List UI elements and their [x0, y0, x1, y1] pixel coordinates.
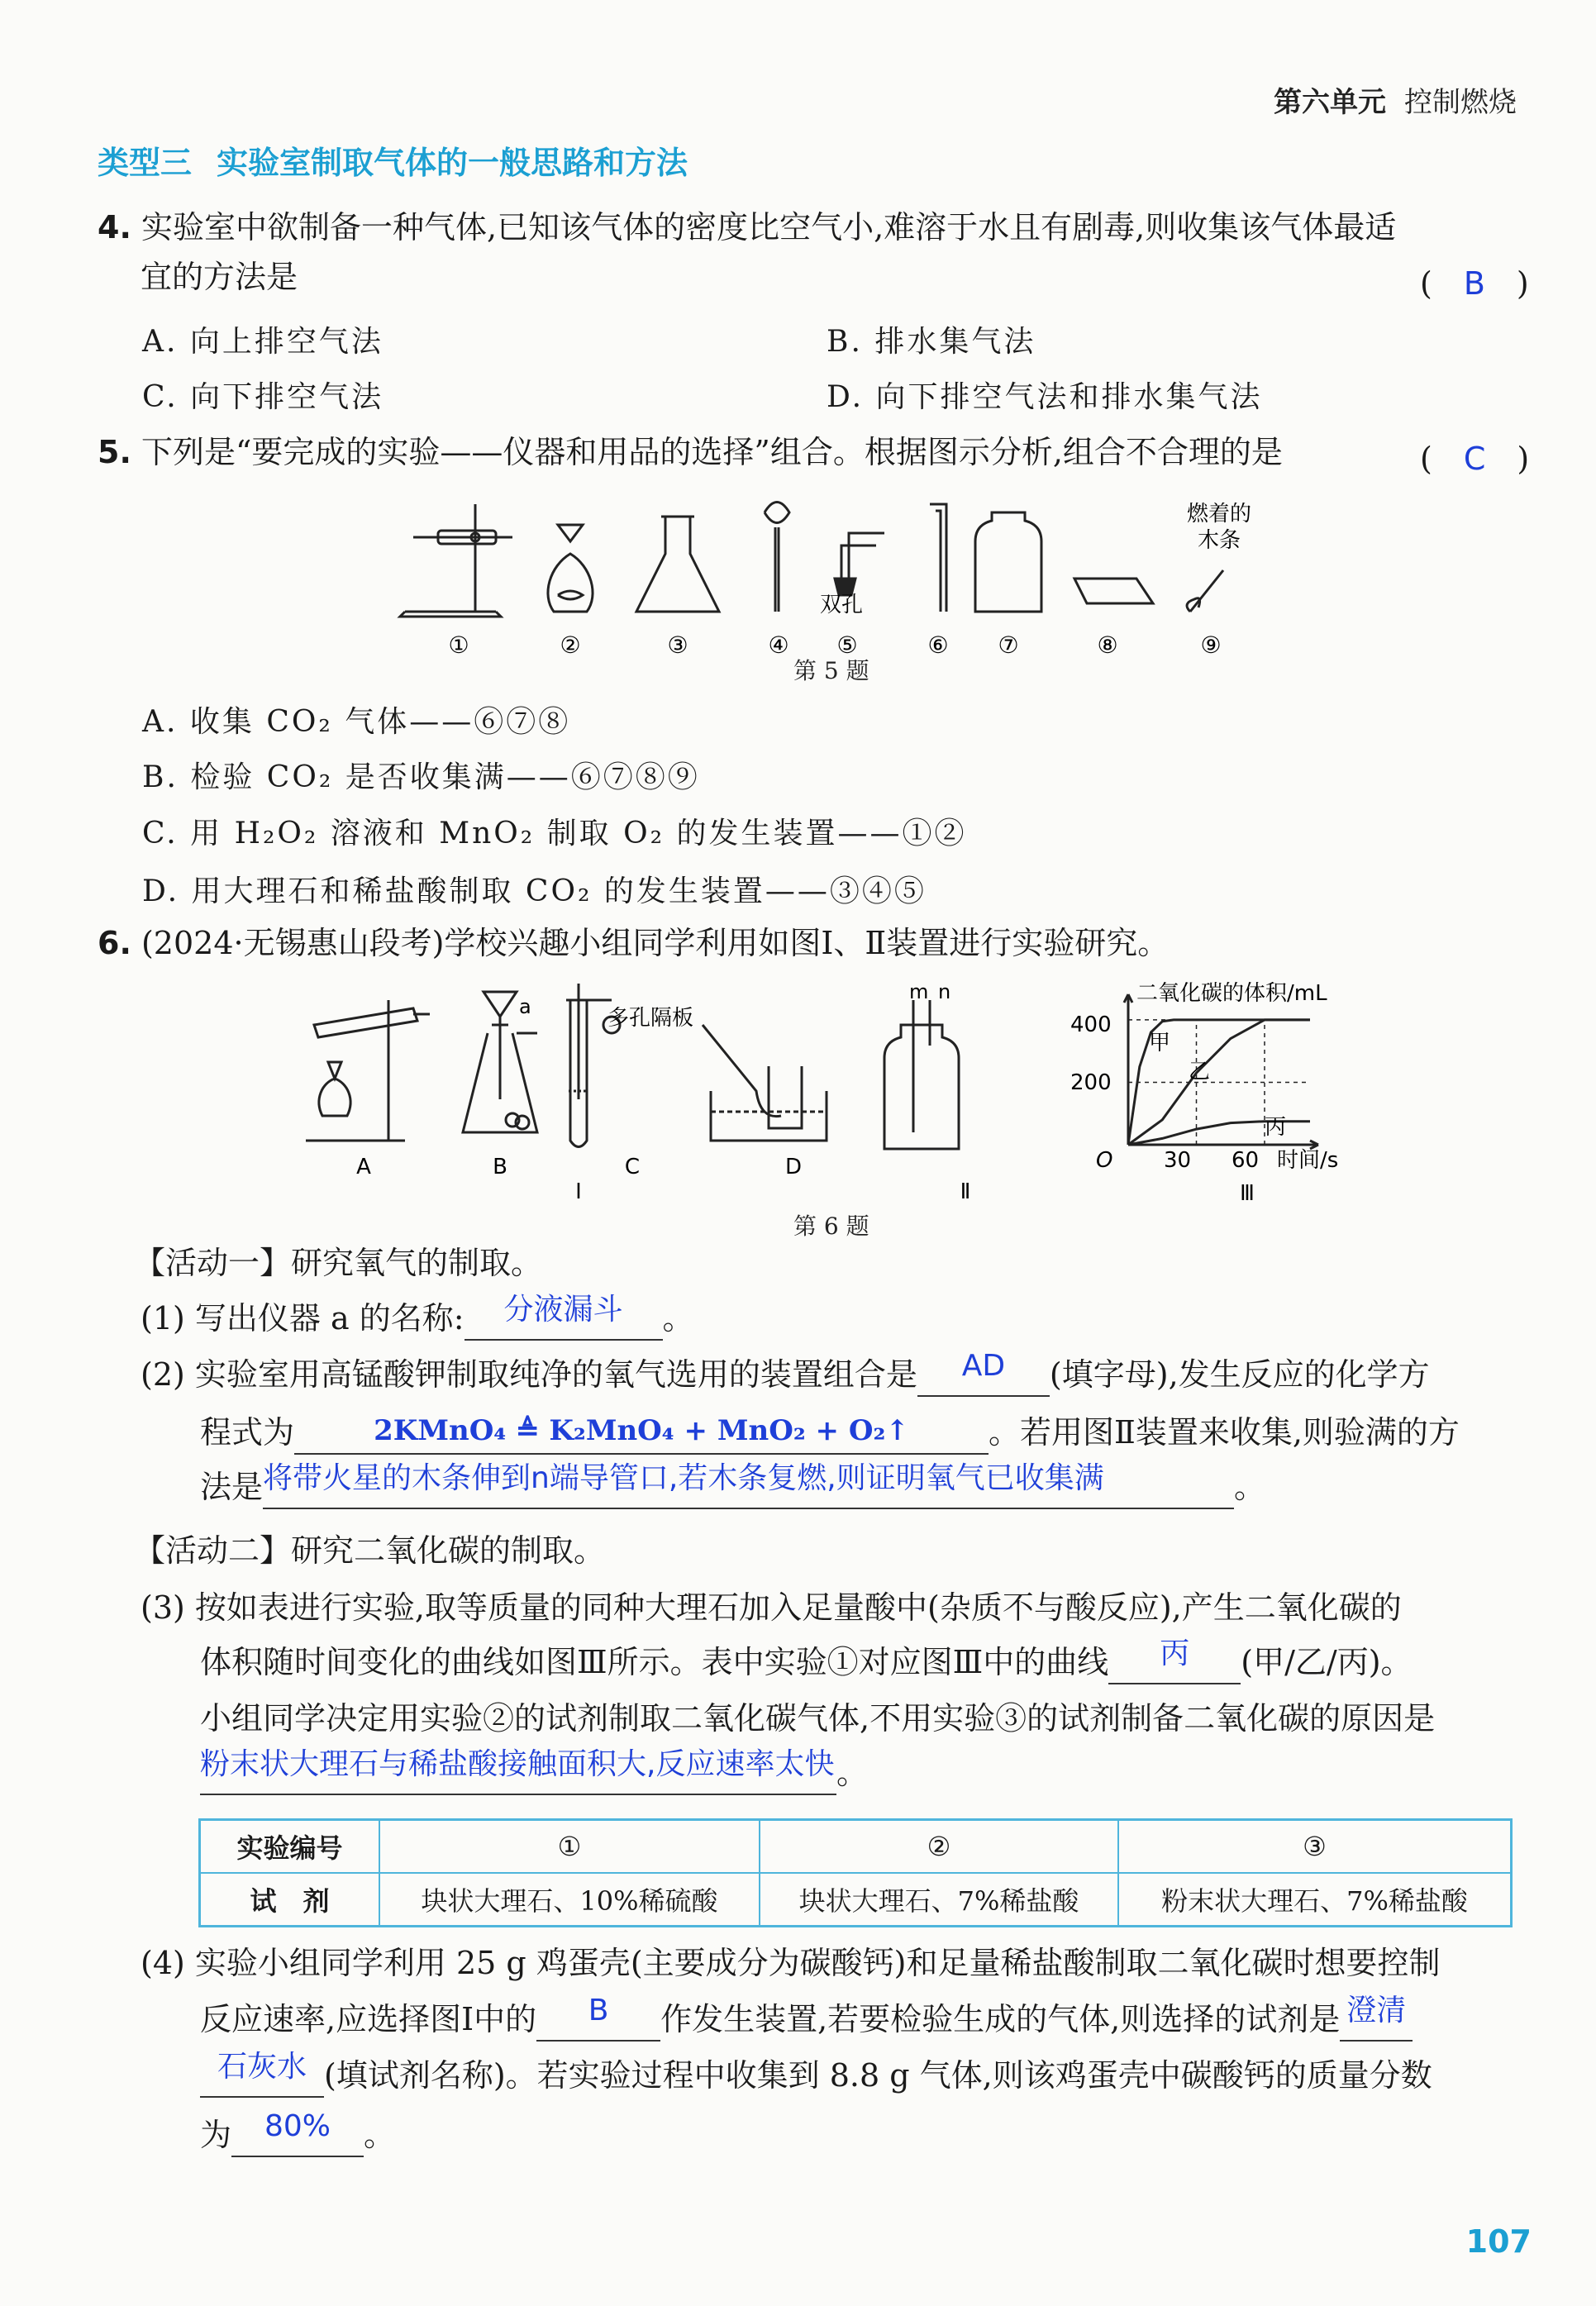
chart-ylabel: 二氧化碳的体积/mL: [1136, 981, 1327, 1006]
label-a: a: [519, 995, 531, 1018]
q5-caption: 第 5 题: [793, 657, 869, 684]
q6-caption: 第 6 题: [793, 1213, 869, 1240]
q4-option-b: B. 排水集气法: [827, 325, 1036, 359]
q6-part1-text: (1) 写出仪器 a 的名称:: [141, 1300, 465, 1336]
chart-xtick-60: 60: [1232, 1148, 1260, 1173]
q5-option-b: B. 检验 CO₂ 是否收集满——⑥⑦⑧⑨: [142, 760, 700, 794]
activity1-heading: 【活动一】研究氧气的制取。: [134, 1245, 543, 1281]
q6-part1: [141, 1293, 694, 1341]
q6-part4-answer3: 80%: [264, 2109, 331, 2143]
label-n: n: [938, 980, 951, 1003]
table-row: [200, 1820, 1512, 1874]
apparatus-d-icon: [703, 1025, 827, 1141]
q6-part3-end: 。: [836, 1755, 869, 1791]
fig5-label-4: ④: [768, 631, 789, 659]
q6-part4-text4a: 为: [200, 2117, 232, 2153]
q6-part2-text1a: (2) 实验室用高锰酸钾制取纯净的氧气选用的装置组合是: [141, 1356, 917, 1393]
label-A: A: [356, 1155, 371, 1179]
section-label: 类型三: [98, 145, 193, 181]
label-C: C: [624, 1155, 641, 1179]
q6-part3-text2b: (甲/乙/丙)。: [1241, 1644, 1413, 1680]
q6-part4-end: 。: [364, 2117, 396, 2153]
q5-option-a: A. 收集 CO₂ 气体——⑥⑦⑧: [142, 705, 571, 739]
q6-part3-answer1: 丙: [1160, 1637, 1190, 1670]
q6-part4-answer2a: 澄清: [1346, 1994, 1407, 2027]
q6-part4-blank2b: [200, 2050, 324, 2098]
q4-option-d: D. 向下排空气法和排水集气法: [827, 380, 1263, 414]
table-header-cell: ③: [1118, 1820, 1511, 1874]
q6-stem: [98, 924, 1169, 962]
co2-volume-chart: [1066, 975, 1364, 1223]
label-B: B: [493, 1155, 507, 1179]
q4-answer: B: [1463, 265, 1485, 302]
q6-part4-blank2a: [1340, 1994, 1413, 2042]
apparatus-a-icon: [306, 1000, 430, 1141]
q6-part4-answer2b: 石灰水: [217, 2050, 307, 2084]
curve-label-jia: 甲: [1149, 1031, 1171, 1055]
fig5-label-3: ③: [667, 631, 688, 659]
q6-part2-text1b: (填字母),发生反应的化学方: [1049, 1356, 1430, 1393]
fig5-label-2: ②: [560, 631, 581, 659]
q5-apparatus-figure: [388, 496, 1265, 661]
q6-part3-blank2: [200, 1747, 836, 1795]
thistle-funnel-icon: [765, 503, 789, 612]
table-row-label: 试 剂: [200, 1873, 380, 1927]
chart-origin: O: [1096, 1148, 1113, 1173]
chart-xtick-30: 30: [1164, 1148, 1192, 1173]
porous-plate-label: 多孔隔板: [607, 1006, 694, 1031]
q6-part2-text2a: 程式为: [200, 1414, 295, 1451]
q6-part4-blank1: [536, 1994, 660, 2042]
fig5-label-7: ⑦: [998, 631, 1019, 659]
q6-number: 6.: [98, 925, 131, 961]
section-title: [98, 137, 688, 183]
label-m: m: [909, 980, 929, 1003]
activity2-heading: 【活动二】研究二氧化碳的制取。: [134, 1532, 606, 1569]
table-cell: 块状大理石、7%稀盐酸: [760, 1873, 1118, 1927]
q6-part4-blank3: [231, 2109, 364, 2157]
q6-part4-text2b: 作发生装置,若要检验生成的气体,则选择的试剂是: [660, 2001, 1341, 2037]
q6-part3-answer2: 粉末状大理石与稀盐酸接触面积大,反应速率太快: [200, 1747, 835, 1781]
q6-part4-text2a: 反应速率,应选择图Ⅰ中的: [200, 2001, 537, 2037]
fig5-label-1: ①: [448, 631, 469, 659]
q6-part2-equation: 2KMnO₄ ≜ K₂MnO₄ + MnO₂ + O₂↑: [374, 1414, 909, 1447]
running-header: [1274, 79, 1517, 120]
q6-part3-line4: [200, 1747, 869, 1795]
q6-part2-line2: [200, 1413, 1460, 1455]
q6-part2-text3a: 法是: [200, 1469, 264, 1505]
burning-splint-label2: 木条: [1197, 528, 1241, 553]
q5-answer-paren: ( C ): [1420, 441, 1530, 477]
table-header-label: 实验编号: [200, 1820, 380, 1874]
iron-stand-icon: [400, 504, 512, 617]
topic-label: 控制燃烧: [1404, 86, 1517, 119]
table-header-cell: ①: [379, 1820, 760, 1874]
q6-part1-answer: 分液漏斗: [503, 1293, 623, 1327]
q6-text: (2024·无锡惠山段考)学校兴趣小组同学利用如图Ⅰ、Ⅱ装置进行实验研究。: [141, 925, 1170, 961]
q5-text: 下列是“要完成的实验——仪器和用品的选择”组合。根据图示分析,组合不合理的是: [141, 434, 1283, 470]
q6-part4-line2: [200, 1994, 1413, 2042]
q6-part2-text2b: 。若用图Ⅱ装置来收集,则验满的方: [989, 1414, 1460, 1451]
q4-number: 4.: [98, 209, 131, 245]
conical-flask-icon: [636, 517, 719, 612]
fig5-label-6: ⑥: [927, 631, 949, 659]
q6-part4-text3b: (填试剂名称)。若实验过程中收集到 8.8 g 气体,则该鸡蛋壳中碳酸钙的质量分数: [324, 2057, 1432, 2094]
fig5-label-8: ⑧: [1097, 631, 1118, 659]
q4-stem-line2: 宜的方法是: [141, 259, 298, 295]
q6-part4-answer1: B: [588, 1994, 609, 2027]
q6-part3-line1: (3) 按如表进行实验,取等质量的同种大理石加入足量酸中(杂质不与酸反应),产生二氧化碳的: [141, 1589, 1402, 1626]
table-cell: 块状大理石、10%稀硫酸: [379, 1873, 760, 1927]
q6-part3-line2: [200, 1637, 1413, 1684]
q6-part2-blank3: [263, 1461, 1234, 1509]
experiment-table: [198, 1818, 1513, 1927]
q6-part2-answer1: AD: [961, 1349, 1006, 1383]
table-row: [200, 1873, 1512, 1927]
two-hole-label: 双孔: [819, 593, 864, 617]
q6-part2-line3: [200, 1461, 1266, 1509]
glass-plate-icon: [1074, 579, 1153, 603]
chart-ytick-400: 400: [1070, 1012, 1112, 1037]
q5-number: 5.: [98, 434, 131, 470]
two-hole-stopper-icon: [835, 533, 884, 595]
section-heading: 实验室制取气体的一般思路和方法: [217, 145, 688, 181]
q6-part2-end: 。: [1234, 1469, 1266, 1505]
burning-splint-label: 燃着的: [1186, 502, 1252, 526]
label-D: D: [784, 1155, 803, 1179]
page-number: 107: [1465, 2223, 1532, 2260]
alcohol-lamp-icon: [548, 525, 593, 612]
label-I: Ⅰ: [575, 1179, 582, 1204]
label-II: Ⅱ: [960, 1179, 971, 1204]
q4-option-c: C. 向下排空气法: [142, 380, 384, 414]
fig5-label-9: ⑨: [1200, 631, 1222, 659]
q4-stem-line1: [98, 208, 1396, 246]
q4-option-a: A. 向上排空气法: [142, 325, 384, 359]
q4-text1: 实验室中欲制备一种气体,已知该气体的密度比空气小,难溶于水且有剧毒,则收集该气体最适: [141, 209, 1397, 245]
unit-label: 第六单元: [1274, 86, 1386, 119]
q6-apparatus-figure: [298, 975, 1041, 1207]
table-header-cell: ②: [760, 1820, 1118, 1874]
q6-part4-line4: [200, 2109, 396, 2157]
q6-part3-line3: 小组同学决定用实验②的试剂制取二氧化碳气体,不用实验③的试剂制备二氧化碳的原因是: [200, 1700, 1436, 1737]
table-cell: 粉末状大理石、7%稀盐酸: [1118, 1873, 1511, 1927]
collection-bottle-icon: [884, 1000, 959, 1149]
bent-tube-icon: [930, 504, 946, 612]
gas-bottle-icon: [975, 512, 1041, 612]
q4-answer-paren: ( B ): [1420, 265, 1529, 302]
curve-label-yi: 乙: [1189, 1060, 1211, 1084]
q5-answer: C: [1463, 441, 1486, 477]
chart-xlabel: 时间/s: [1277, 1148, 1339, 1173]
q6-part1-blank: [465, 1293, 663, 1341]
q6-part2-blank1: [917, 1349, 1050, 1397]
q5-stem: [98, 433, 1283, 471]
q5-option-c: C. 用 H₂O₂ 溶液和 MnO₂ 制取 O₂ 的发生装置——①②: [142, 817, 967, 850]
q6-part4-line1: (4) 实验小组同学利用 25 g 鸡蛋壳(主要成分为碳酸钙)和足量稀盐酸制取二氧化碳时想要控制: [141, 1945, 1441, 1981]
q6-part2-blank2: [294, 1413, 989, 1455]
q6-part2-answer3: 将带火星的木条伸到n端导管口,若木条复燃,则证明氧气已收集满: [263, 1461, 1104, 1495]
chart-ytick-200: 200: [1070, 1070, 1112, 1095]
curve-label-bing: 丙: [1265, 1115, 1287, 1140]
q6-part4-line3: [200, 2050, 1432, 2098]
q6-part3-blank1: [1108, 1637, 1241, 1684]
fig5-label-5: ⑤: [836, 631, 858, 659]
q6-part1-end: 。: [662, 1300, 694, 1336]
burning-splint-icon: [1187, 570, 1223, 612]
chart-label-III: Ⅲ: [1240, 1181, 1255, 1206]
q6-part2-line1: [141, 1349, 1430, 1397]
q6-part3-text2a: 体积随时间变化的曲线如图Ⅲ所示。表中实验①对应图Ⅲ中的曲线: [200, 1644, 1109, 1680]
q5-option-d: D. 用大理石和稀盐酸制取 CO₂ 的发生装置——③④⑤: [142, 874, 927, 908]
